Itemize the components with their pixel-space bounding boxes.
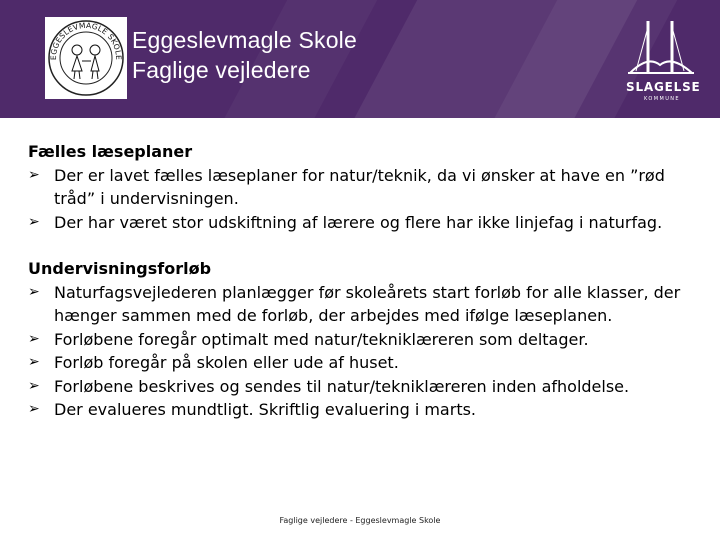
brand-subtitle: KOMMUNE (644, 96, 680, 102)
arrow-bullet-icon: ➢ (28, 354, 40, 370)
list-item (28, 351, 708, 375)
bullet-text: Naturfagsvejlederen planlægger før skoleårets start forløb for alle klasser, der hænger sammen med de forløb, der arbejdes med ifølge læseplanen. (54, 282, 681, 325)
bullet-text: Der har været stor udskiftning af lærere og flere har ikke linjefag i naturfag. (54, 212, 663, 232)
arrow-bullet-icon: ➢ (28, 283, 40, 300)
bullet-text: Forløbene foregår optimalt med natur/tekniklæreren som deltager. (54, 329, 589, 349)
arrow-bullet-icon: ➢ (28, 213, 40, 230)
svg-text:EGGESLEVMAGLE SKOLE: EGGESLEVMAGLE SKOLE (48, 20, 124, 61)
bullet-text: Forløbene beskrives og sendes til natur/tekniklæreren inden afholdelse. (54, 376, 630, 396)
section-heading: Fælles læseplaner (28, 142, 193, 161)
arrow-bullet-icon: ➢ (28, 166, 40, 183)
school-logo (45, 17, 127, 99)
bullet-text: Der evalueres mundtligt. Skriftlig evaluering i marts. (54, 400, 477, 419)
slide-footer: Faglige vejledere - Eggeslevmagle Skole (279, 516, 441, 525)
brand-name: SLAGELSE (626, 80, 701, 94)
bullet-text: Der er lavet fælles læseplaner for natur/teknik, da vi ønsker at have en ”rød tråd” i undervisningen. (54, 165, 665, 208)
list-item (28, 211, 708, 235)
bullet-text: Forløb foregår på skolen eller ude af huset. (54, 353, 399, 372)
section-heading: Undervisningsforløb (28, 259, 212, 278)
arrow-bullet-icon: ➢ (28, 401, 40, 417)
arrow-bullet-icon: ➢ (28, 330, 40, 347)
slide-content (28, 140, 708, 422)
list-item (28, 281, 708, 328)
list-item (28, 375, 708, 399)
school-logo-icon (45, 17, 127, 99)
list-item (28, 328, 708, 352)
slide-title: Eggeslevmagle Skole (132, 27, 357, 53)
list-item (28, 164, 708, 211)
slide-header (0, 0, 720, 118)
list-item (28, 398, 708, 422)
slide-subtitle: Faglige vejledere (132, 57, 311, 83)
arrow-bullet-icon: ➢ (28, 377, 40, 394)
